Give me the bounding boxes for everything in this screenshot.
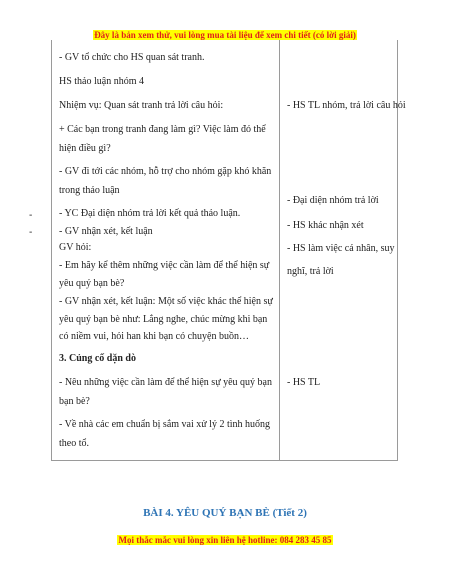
lesson-title: BÀI 4. YÊU QUÝ BẠN BÈ (Tiết 2) [143, 507, 307, 519]
student-line: - Đại diện nhóm trả lời [287, 195, 379, 206]
teacher-line: - Nêu những việc cần làm để thể hiện sự yêu quý bạn [59, 377, 272, 388]
teacher-activity-cell [52, 40, 280, 461]
margin-bullet: - [29, 210, 33, 221]
preview-notice-text: Đây là bản xem thử, vui lòng mua tài liệu để xem chi tiết (có lời giải) [94, 30, 356, 40]
student-line: - HS khác nhận xét [287, 220, 364, 231]
teacher-line: yêu quý bạn bè? [59, 278, 125, 289]
margin-bullet: - [29, 227, 33, 238]
teacher-line: Nhiệm vụ: Quan sát tranh trả lời câu hỏi: [59, 100, 224, 111]
lesson-plan-table [51, 40, 406, 461]
section-heading: 3. Củng cố dặn dò [59, 353, 136, 364]
student-line: - HS làm việc cá nhân, suy [287, 243, 395, 254]
preview-notice-banner [0, 30, 450, 40]
teacher-line: - Em hãy kể thêm những việc cần làm để thể hiện sự [59, 260, 270, 271]
teacher-line: + Các bạn trong tranh đang làm gì? Việc làm đó thể [59, 124, 266, 135]
teacher-line: có niềm vui, hỏi han khi bạn có chuyện buồn… [59, 331, 249, 342]
teacher-line: hiện điều gì? [59, 143, 111, 154]
hotline-text: Mọi thắc mắc vui lòng xin liên hệ hotline: 084 283 45 85 [118, 535, 332, 545]
student-line: - HS TL nhóm, trả lời câu hỏi [287, 100, 406, 111]
teacher-line: yêu quý bạn bè như: Lắng nghe, chúc mừng khi bạn [59, 314, 268, 325]
teacher-line: - GV đi tới các nhóm, hỗ trợ cho nhóm gặp khó khăn [59, 166, 272, 177]
teacher-line: - GV nhận xét, kết luận: Một số việc khác thể hiện sự [59, 296, 273, 307]
teacher-line: GV hỏi: [59, 242, 92, 253]
hotline-banner [0, 535, 450, 545]
teacher-line: - YC Đại diện nhóm trả lời kết quả thảo luận. [59, 208, 241, 219]
teacher-line: - Về nhà các em chuẩn bị sắm vai xử lý 2 tình huống [59, 419, 271, 430]
teacher-line: trong thảo luận [59, 185, 120, 196]
teacher-line: - GV nhận xét, kết luận [59, 226, 153, 237]
teacher-line: HS thảo luận nhóm 4 [59, 76, 144, 87]
student-line: nghĩ, trả lời [287, 266, 334, 277]
teacher-line: theo tổ. [59, 438, 89, 449]
table-row [52, 40, 398, 461]
student-activity-cell [280, 40, 406, 461]
teacher-line: bạn bè? [59, 396, 90, 407]
teacher-line: - GV tổ chức cho HS quan sát tranh. [59, 52, 205, 63]
student-line: - HS TL [287, 377, 321, 388]
